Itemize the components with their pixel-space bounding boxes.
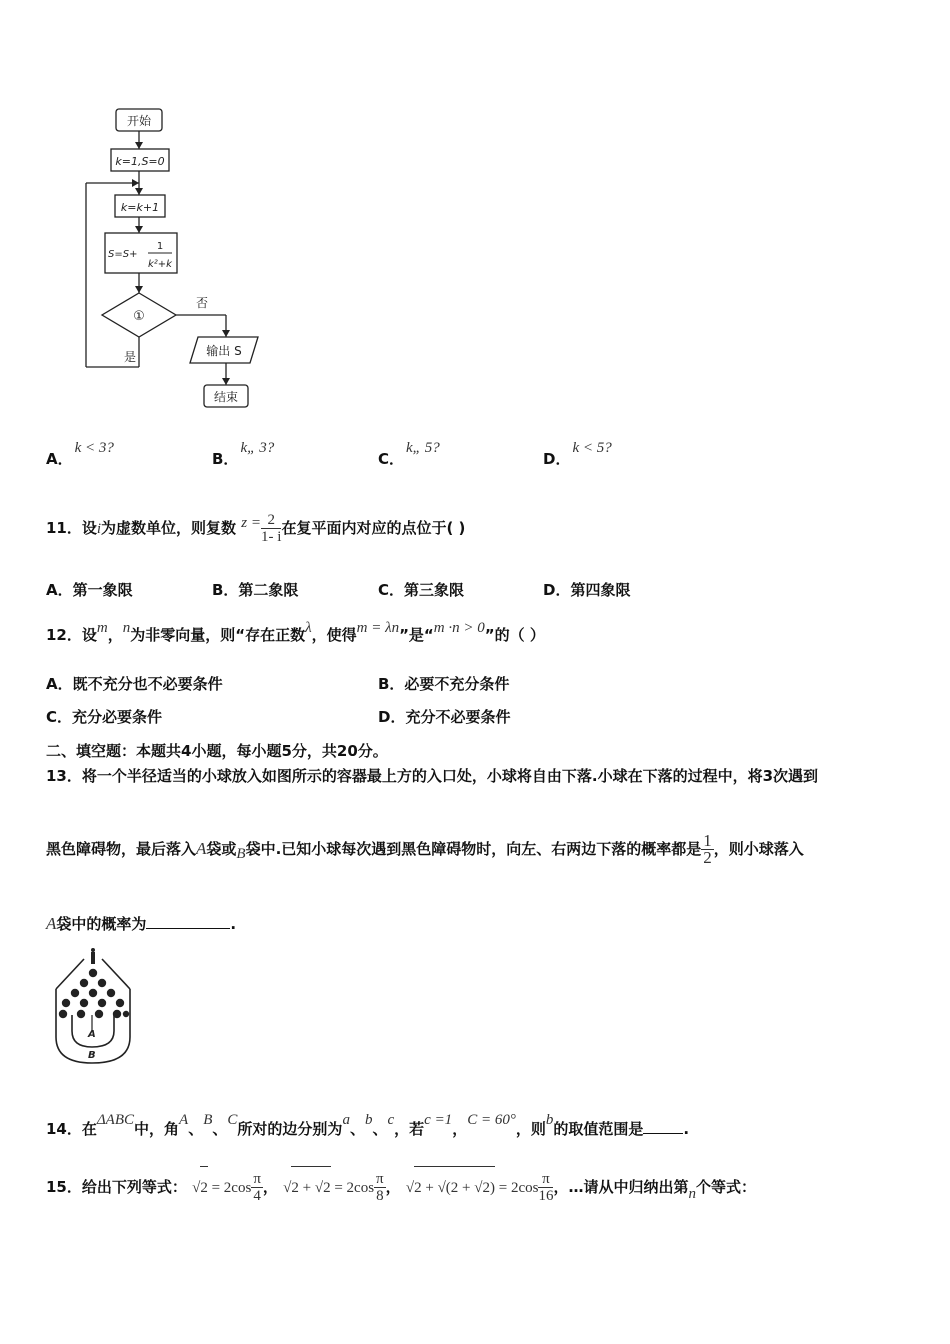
answer-blank[interactable] xyxy=(146,928,230,929)
half-fraction: $\frac{1}{2}$ xyxy=(703,831,712,867)
flow-increment-text: k=k+1 xyxy=(120,201,160,214)
flow-assign-den: k²+k xyxy=(148,259,172,270)
figure-label-b: B xyxy=(88,1050,96,1061)
q11-option-b: B．第二象限 xyxy=(212,581,299,599)
flow-end-text: 结束 xyxy=(213,390,239,404)
flow-start-text: 开始 xyxy=(126,114,152,128)
q13-line2: 黑色障碍物，最后落入A袋或B袋中.已知小球每次遇到黑色障碍物时，向左、右两边下落的概率都是 $\frac{1}{2}$ ，则小球落入 xyxy=(46,831,804,867)
flow-yes-label: 是 xyxy=(124,350,137,364)
galton-board-figure xyxy=(48,945,148,1070)
q10-option-d: D．k < 5? xyxy=(543,440,612,468)
flowchart xyxy=(80,105,280,415)
q11-option-d: D．第四象限 xyxy=(543,581,631,599)
eq3: √2 + √(2 + √2) = 2cos xyxy=(406,1180,539,1196)
q13-line1: 13．将一个半径适当的小球放入如图所示的容器最上方的入口处，小球将自由下落.小球在下落的过程中，将3次遇到 xyxy=(46,767,819,785)
section-heading-fill-in: 二、填空题：本题共4小题，每小题5分，共20分。 xyxy=(46,742,388,760)
answer-blank[interactable] xyxy=(643,1133,683,1134)
q11-fraction: $\frac{2}{1- i}$ xyxy=(261,512,282,545)
q10-option-a: A．k < 3? xyxy=(46,440,114,468)
q12-option-d: D．充分不必要条件 xyxy=(378,708,511,726)
eq2: √2 + √2 = 2cos xyxy=(283,1180,374,1196)
flow-condition-text: ① xyxy=(133,309,145,324)
q11-stem: 11．设i为虚数单位，则复数 z = $\frac{2}{1- i}$ 在复平面内对应的点位于( ) xyxy=(46,512,466,545)
q14-stem: 14．在ΔABC中，角A、B、C所对的边分别为a、b、c，若c =1，C = 60°，则b的取值范围是 . xyxy=(46,1112,690,1138)
q11-option-c: C．第三象限 xyxy=(378,581,465,599)
q15-stem: 15．给出下列等式： √2 = 2cos $\frac{\pi}{4}$ ， √2 + √2 = 2cos $\frac{\pi}{8}$ ， √2 + √(2 + √2) = 2cos $\frac{\pi}{16}$ ，…请从中归纳出第n个等式： xyxy=(46,1166,756,1208)
flow-assign-num: 1 xyxy=(156,241,164,252)
q12-option-b: B．必要不充分条件 xyxy=(378,675,510,693)
figure-label-a: A xyxy=(88,1029,96,1040)
q10-option-b: B．k„ 3? xyxy=(212,440,275,468)
q10-option-c: C．k„ 5? xyxy=(378,440,440,468)
eq1: √2 = 2cos xyxy=(192,1180,251,1196)
q12-option-c: C．充分必要条件 xyxy=(46,708,163,726)
q13-line3: A袋中的概率为 . xyxy=(46,914,237,933)
q11-option-a: A．第一象限 xyxy=(46,581,133,599)
q12-option-a: A．既不充分也不必要条件 xyxy=(46,675,223,693)
flow-init-text: k=1,S=0 xyxy=(115,155,165,168)
flow-output-text: 输出 S xyxy=(206,344,242,358)
flow-no-label: 否 xyxy=(196,296,209,310)
q12-stem: 12．设m，n为非零向量，则“存在正数λ，使得m = λn”是“m ·n > 0”的（ ） xyxy=(46,620,545,644)
flow-assign-prefix: S=S+ xyxy=(108,249,138,260)
